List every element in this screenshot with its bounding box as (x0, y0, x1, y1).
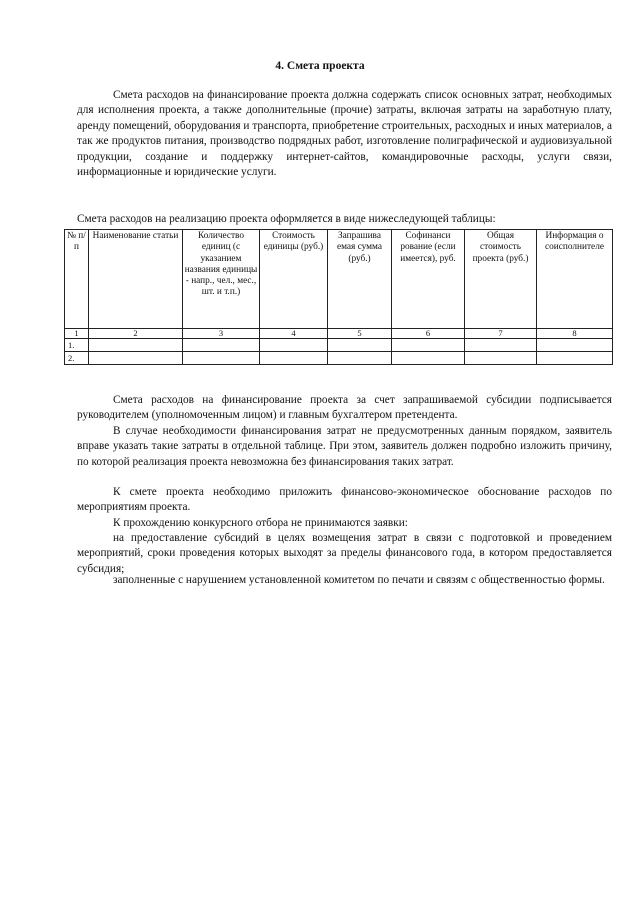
column-number: 2 (89, 329, 183, 339)
rejection-item-2: заполненные с нарушением установленной комитетом по печати и связям с общественностью формы. (113, 574, 605, 586)
header-cell: Информация о соисполнителе (537, 230, 613, 329)
section-title: 4. Смета проекта (275, 60, 365, 72)
table-cell (328, 352, 392, 365)
signature-paragraph: Смета расходов на финансирование проекта за счет запрашиваемой субсидии подписывается руководителем (уполномоченным лицом) и главным бухгалтером претендента. (77, 394, 612, 422)
column-number: 8 (537, 329, 613, 339)
header-cell: Софинанси рование (если имеется), руб. (392, 230, 465, 329)
table-row (65, 352, 613, 365)
table-cell (465, 352, 537, 365)
intro-paragraph: Смета расходов на финансирование проекта должна содержать список основных затрат, необходимых для исполнения проекта, а также дополнительные (прочие) затраты, включая затраты на заработную плату, аренду помещений, оборудования и транспорта, приобретение строительных, расходных и иных материалов, а так же продуктов питания, производство подрядных работ, изготовление полиграфической и аудиовизуальной продукции, создание и поддержку интернет-сайтов, командировочные расходы, услуги связи, информационные и юридические услуги. (77, 89, 612, 179)
column-number: 5 (328, 329, 392, 339)
table-cell (260, 352, 328, 365)
header-cell: Стоимость единицы (руб.) (260, 230, 328, 329)
row-number: 2. (65, 352, 89, 365)
header-cell: № п/п (65, 230, 89, 329)
extra-costs-paragraph: В случае необходимости финансирования затрат не предусмотренных данным порядком, заявитель вправе указать такие затраты в отдельной таблице. При этом, заявитель должен подробно изложить причину, по которой реализация проекта невозможна без финансирования таких затрат. (77, 425, 612, 468)
column-number: 7 (465, 329, 537, 339)
column-number: 1 (65, 329, 89, 339)
header-cell: Количество единиц (с указанием названия единицы - напр., чел., мес., шт. и т.п.) (183, 230, 260, 329)
budget-table (64, 229, 613, 365)
table-cell (392, 352, 465, 365)
column-number: 4 (260, 329, 328, 339)
row-number: 1. (65, 339, 89, 352)
column-number-row (65, 329, 613, 339)
table-cell (465, 339, 537, 352)
table-cell (392, 339, 465, 352)
column-number: 3 (183, 329, 260, 339)
table-caption: Смета расходов на реализацию проекта оформляется в виде нижеследующей таблицы: (77, 213, 496, 225)
table-cell (328, 339, 392, 352)
table-cell (537, 352, 613, 365)
header-cell: Наименование статьи (89, 230, 183, 329)
table-cell (89, 339, 183, 352)
table-cell (260, 339, 328, 352)
rejection-item-1: на предоставление субсидий в целях возмещения затрат в связи с подготовкой и проведением мероприятий, сроки проведения которых выходят за пределы финансового года, в котором предоставляется субсидия; (77, 532, 612, 575)
header-cell: Общая стоимость проекта (руб.) (465, 230, 537, 329)
table-cell (89, 352, 183, 365)
table-header-row (65, 230, 613, 329)
rejection-intro: К прохождению конкурсного отбора не принимаются заявки: (113, 517, 408, 529)
header-cell: Запрашива емая сумма (руб.) (328, 230, 392, 329)
table-cell (183, 352, 260, 365)
table-row (65, 339, 613, 352)
table-cell (537, 339, 613, 352)
column-number: 6 (392, 329, 465, 339)
justification-paragraph: К смете проекта необходимо приложить финансово-экономическое обоснование расходов по мероприятиям проекта. (77, 486, 612, 514)
table-cell (183, 339, 260, 352)
